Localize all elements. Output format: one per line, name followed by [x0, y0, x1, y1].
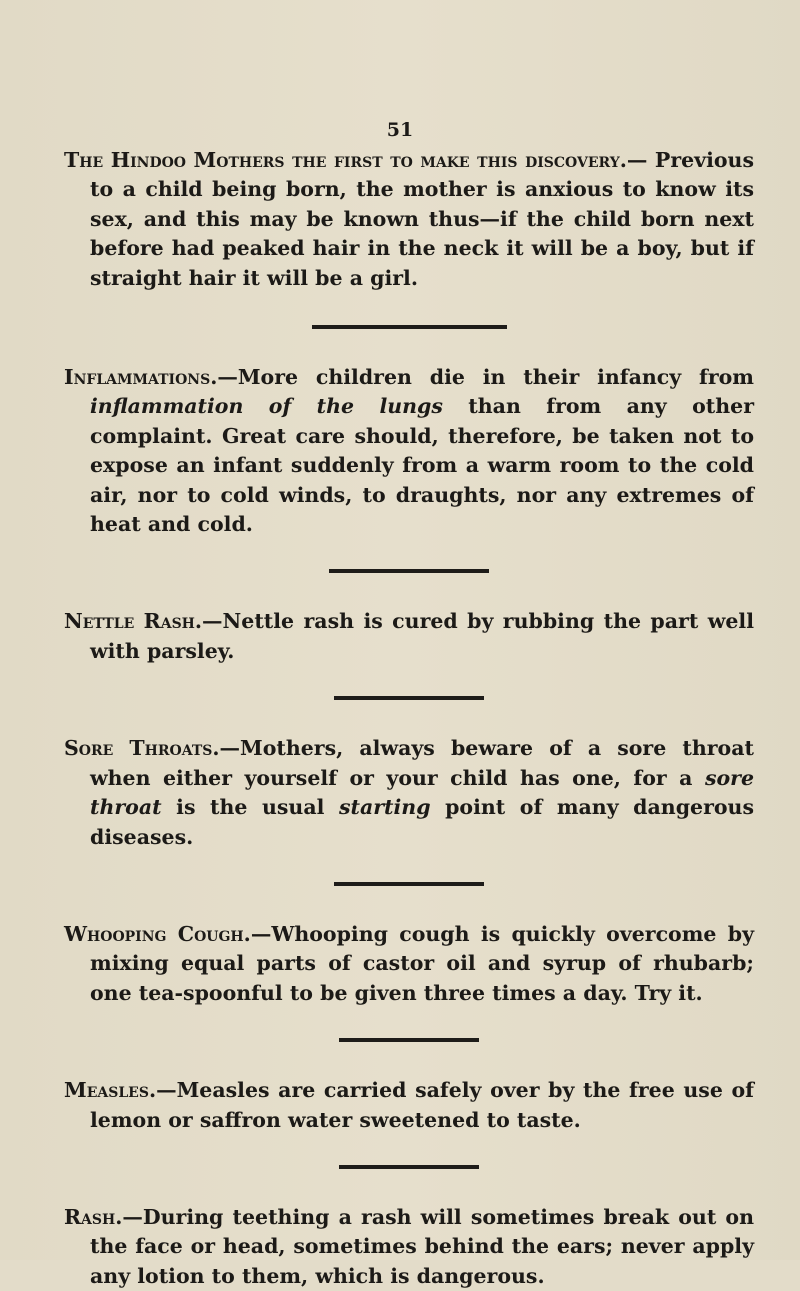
- page-content: [64, 146, 754, 1291]
- section-divider: [339, 1038, 479, 1042]
- entry-heading: The Hindoo Mothers the first to make this discovery.: [64, 148, 627, 172]
- entry-sore-throats: [64, 734, 754, 852]
- entry-text: —During teething a rash will sometimes break out on the face or head, sometimes behind the ears; never apply any lotion to them, which is dangerous.: [90, 1204, 754, 1288]
- entry-heading: Rash.: [64, 1204, 123, 1229]
- entry-heading: Whooping Cough.: [64, 921, 251, 946]
- entry-text: —Mothers, always beware of a sore throat when either yourself or your child has one, for a: [90, 736, 754, 790]
- entry-inflammations: [64, 363, 754, 539]
- entry-emphasis: inflammation of the lungs: [90, 394, 443, 419]
- entry-measles: [64, 1076, 754, 1135]
- section-divider: [334, 696, 484, 700]
- entry-nettle-rash: [64, 607, 754, 666]
- section-divider: [312, 325, 507, 329]
- entry-heading: Nettle Rash.: [64, 609, 203, 634]
- entry-heading: Sore Throats.: [64, 736, 220, 761]
- page-number: 51: [386, 119, 414, 141]
- section-divider: [334, 882, 484, 886]
- entry-text: point of many dangerous diseases.: [90, 795, 754, 849]
- entry-rash: [64, 1203, 754, 1291]
- entry-hindoo-mothers: [64, 146, 754, 293]
- entry-heading: Measles.: [64, 1078, 157, 1103]
- entry-text: —More children die in their infancy from: [217, 365, 754, 390]
- entry-text: —Whooping cough is quickly overcome by mixing equal parts of castor oil and syrup of rhubarb; one tea-spoonful to be given three times a day. Try it.: [90, 921, 755, 1005]
- entry-text: than from any other complaint. Great care should, therefore, be taken not to expose an infant suddenly from a warm room to the cold air, nor to cold winds, to draughts, nor any extremes of heat and cold.: [90, 394, 754, 537]
- entry-emphasis: sore throat: [90, 765, 754, 820]
- entry-text: —Nettle rash is cured by rubbing the part well with parsley.: [90, 609, 754, 663]
- section-divider: [329, 569, 489, 573]
- section-divider: [339, 1165, 479, 1169]
- entry-heading: Inflammations.: [64, 365, 218, 390]
- entry-text: — Previous to a child being born, the mother is anxious to know its sex, and this may be known thus—if the child born next before had peaked hair in the neck it will be a boy, but if straight hair it will be a girl.: [90, 148, 755, 290]
- entry-whooping-cough: [64, 920, 754, 1008]
- entry-text: —Measles are carried safely over by the free use of lemon or saffron water sweetened to taste.: [90, 1078, 754, 1132]
- entry-text: is the usual: [161, 795, 339, 820]
- entry-emphasis: starting: [338, 795, 431, 820]
